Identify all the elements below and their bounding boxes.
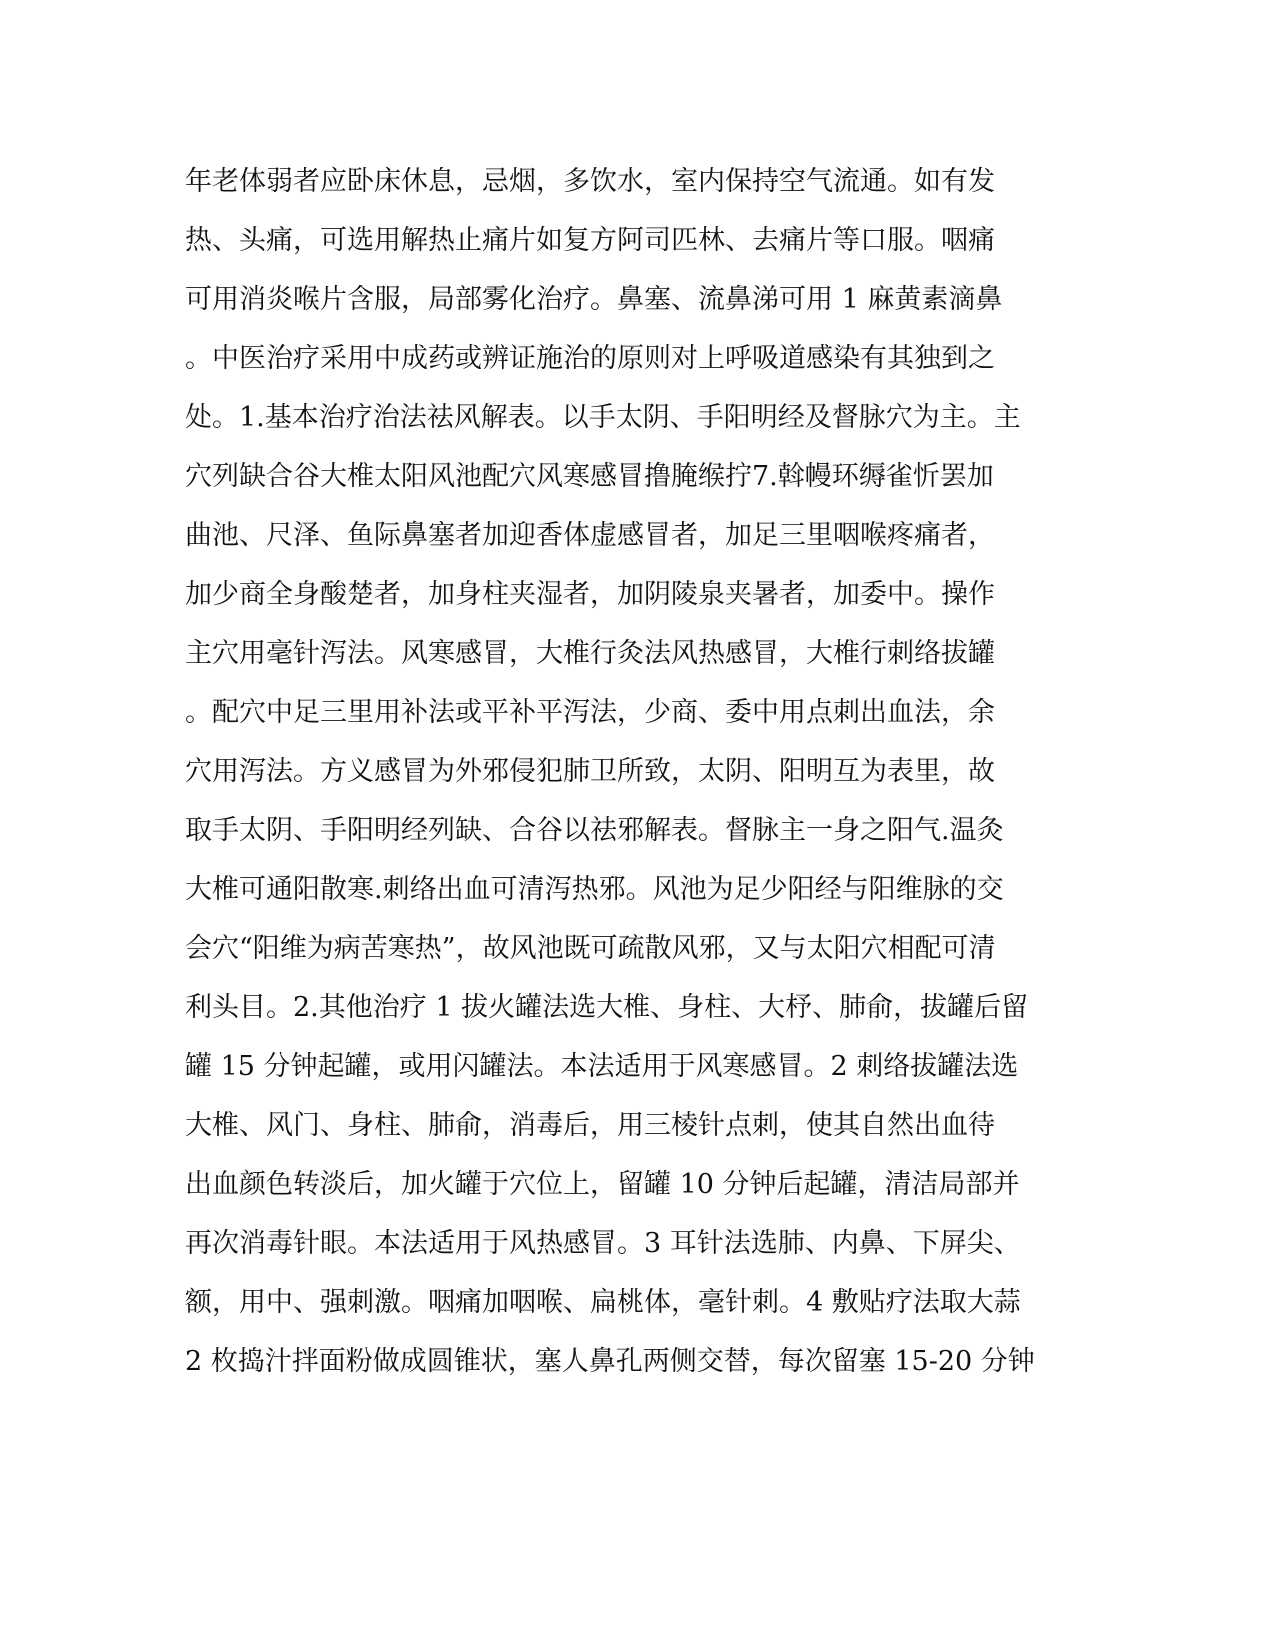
text-line: 再次消毒针眼。本法适用于风热感冒。3 耳针法选肺、内鼻、下屏尖、	[185, 1228, 1021, 1259]
text-line: 可用消炎喉片含服，局部雾化治疗。鼻塞、流鼻涕可用 1 麻黄素滴鼻	[185, 284, 1003, 315]
text-line: 取手太阴、手阳明经列缺、合谷以祛邪解表。督脉主一身之阳气.温灸	[185, 815, 1004, 846]
text-line: 额，用中、强刺激。咽痛加咽喉、扁桃体，毫针刺。4 敷贴疗法取大蒜	[185, 1287, 1021, 1318]
text-line: 大椎可通阳散寒.刺络出血可清泻热邪。风池为足少阳经与阳维脉的交	[185, 874, 1004, 905]
text-line: 加少商全身酸楚者，加身柱夹湿者，加阴陵泉夹暑者，加委中。操作	[185, 579, 995, 610]
text-line: 处。1.基本治疗治法祛风解表。以手太阴、手阳明经及督脉穴为主。主	[185, 402, 1021, 433]
body-text	[185, 158, 1065, 1397]
text-line: 曲池、尺泽、鱼际鼻塞者加迎香体虚感冒者，加足三里咽喉疼痛者，	[185, 520, 995, 551]
text-line: 2 枚捣汁拌面粉做成圆锥状，塞人鼻孔两侧交替，每次留塞 15-20 分钟	[185, 1346, 1035, 1377]
text-line: 穴用泻法。方义感冒为外邪侵犯肺卫所致，太阴、阳明互为表里，故	[185, 756, 995, 787]
text-line: 。中医治疗采用中成药或辨证施治的原则对上呼吸道感染有其独到之	[185, 343, 995, 374]
text-line: 会穴“阳维为病苦寒热”，故风池既可疏散风邪，又与太阳穴相配可清	[185, 933, 996, 964]
text-line: 年老体弱者应卧床休息，忌烟，多饮水，室内保持空气流通。如有发	[185, 166, 995, 197]
text-line: 主穴用毫针泻法。风寒感冒，大椎行灸法风热感冒，大椎行刺络拔罐	[185, 638, 995, 669]
text-line: 。配穴中足三里用补法或平补平泻法，少商、委中用点刺出血法，余	[185, 697, 995, 728]
text-line: 热、头痛，可选用解热止痛片如复方阿司匹林、去痛片等口服。咽痛	[185, 225, 995, 256]
text-line: 出血颜色转淡后，加火罐于穴位上，留罐 10 分钟后起罐，清洁局部并	[185, 1169, 1020, 1200]
text-line: 大椎、风门、身柱、肺俞，消毒后，用三棱针点刺，使其自然出血待	[185, 1110, 995, 1141]
text-line: 利头目。2.其他治疗 1 拔火罐法选大椎、身柱、大杼、肺俞，拔罐后留	[185, 992, 1029, 1023]
text-line: 罐 15 分钟起罐，或用闪罐法。本法适用于风寒感冒。2 刺络拔罐法选	[185, 1051, 1019, 1082]
text-line: 穴列缺合谷大椎太阳风池配穴风寒感冒撸腌缑拧7.斡幔环缛雀忻罢加	[185, 461, 994, 492]
